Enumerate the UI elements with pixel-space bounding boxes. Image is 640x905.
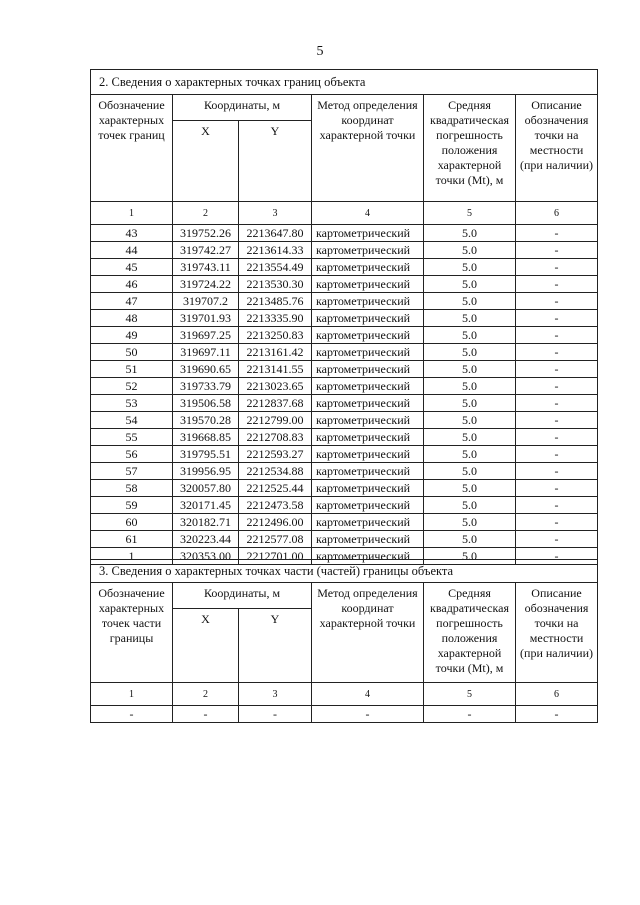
cell-mt: 5.0 xyxy=(424,259,516,276)
table-row xyxy=(91,514,598,531)
cell-x: 320353.00 xyxy=(173,548,239,565)
cell-method: картометрический xyxy=(312,497,424,514)
header-point-designation: Обозначение характерных точек части границы xyxy=(91,583,173,683)
table-row xyxy=(91,412,598,429)
cell-point: 44 xyxy=(91,242,173,259)
cell-y: 2212473.58 xyxy=(239,497,312,514)
cell-mt: 5.0 xyxy=(424,225,516,242)
cell-y: 2212525.44 xyxy=(239,480,312,497)
cell-mt: 5.0 xyxy=(424,327,516,344)
cell-y: 2213161.42 xyxy=(239,344,312,361)
header-point-designation: Обозначение характерных точек границ xyxy=(91,95,173,202)
cell-x: 319707.2 xyxy=(173,293,239,310)
cell-point: - xyxy=(91,706,173,723)
cell-desc: - xyxy=(516,429,598,446)
cell-method: картометрический xyxy=(312,310,424,327)
cell-point: 45 xyxy=(91,259,173,276)
cell-desc: - xyxy=(516,514,598,531)
cell-mt: 5.0 xyxy=(424,531,516,548)
cell-desc: - xyxy=(516,378,598,395)
cell-mt: 5.0 xyxy=(424,463,516,480)
cell-y: 2212837.68 xyxy=(239,395,312,412)
cell-point: 54 xyxy=(91,412,173,429)
cell-method: картометрический xyxy=(312,463,424,480)
part-boundary-points-table xyxy=(90,559,598,723)
table-row xyxy=(91,497,598,514)
cell-method: картометрический xyxy=(312,429,424,446)
cell-x: 319795.51 xyxy=(173,446,239,463)
cell-method: картометрический xyxy=(312,293,424,310)
cell-mt: 5.0 xyxy=(424,293,516,310)
header-description: Описание обозначения точки на местности (при наличии) xyxy=(516,583,598,683)
table-row xyxy=(91,327,598,344)
column-number: 1 xyxy=(91,683,173,706)
cell-mt: 5.0 xyxy=(424,378,516,395)
cell-desc: - xyxy=(516,327,598,344)
cell-point: 47 xyxy=(91,293,173,310)
cell-mt: 5.0 xyxy=(424,514,516,531)
cell-point: 51 xyxy=(91,361,173,378)
cell-y: 2212593.27 xyxy=(239,446,312,463)
cell-y: 2212577.08 xyxy=(239,531,312,548)
cell-method: - xyxy=(312,706,424,723)
cell-desc: - xyxy=(516,412,598,429)
column-number: 4 xyxy=(312,202,424,225)
table-row xyxy=(91,310,598,327)
table-row xyxy=(91,706,598,723)
cell-x: 319743.11 xyxy=(173,259,239,276)
cell-y: 2213530.30 xyxy=(239,276,312,293)
cell-mt: 5.0 xyxy=(424,429,516,446)
header-description: Описание обозначения точки на местности (при наличии) xyxy=(516,95,598,202)
cell-desc: - xyxy=(516,310,598,327)
cell-x: 320171.45 xyxy=(173,497,239,514)
cell-method: картометрический xyxy=(312,327,424,344)
page-number: 5 xyxy=(316,44,324,59)
cell-method: картометрический xyxy=(312,480,424,497)
table-row xyxy=(91,242,598,259)
cell-mt: 5.0 xyxy=(424,548,516,565)
cell-point: 56 xyxy=(91,446,173,463)
cell-point: 53 xyxy=(91,395,173,412)
cell-y: 2212701.00 xyxy=(239,548,312,565)
header-method: Метод определения координат характерной точки xyxy=(312,583,424,683)
cell-method: картометрический xyxy=(312,344,424,361)
cell-point: 43 xyxy=(91,225,173,242)
table-row xyxy=(91,361,598,378)
cell-mt: 5.0 xyxy=(424,361,516,378)
table-row xyxy=(91,446,598,463)
table-row xyxy=(91,276,598,293)
cell-method: картометрический xyxy=(312,242,424,259)
table-row xyxy=(91,293,598,310)
cell-x: 319742.27 xyxy=(173,242,239,259)
cell-y: 2213141.55 xyxy=(239,361,312,378)
cell-x: 319697.11 xyxy=(173,344,239,361)
column-number: 5 xyxy=(424,202,516,225)
cell-mt: 5.0 xyxy=(424,395,516,412)
cell-y: 2213485.76 xyxy=(239,293,312,310)
cell-mt: 5.0 xyxy=(424,480,516,497)
cell-point: 49 xyxy=(91,327,173,344)
cell-x: 319724.22 xyxy=(173,276,239,293)
section-3-title: 3. Сведения о характерных точках части (частей) границы объекта xyxy=(91,560,598,583)
cell-mt: 5.0 xyxy=(424,310,516,327)
cell-desc: - xyxy=(516,361,598,378)
cell-desc: - xyxy=(516,259,598,276)
cell-point: 50 xyxy=(91,344,173,361)
cell-mt: 5.0 xyxy=(424,242,516,259)
cell-y: 2213614.33 xyxy=(239,242,312,259)
table-row xyxy=(91,225,598,242)
cell-x: 319697.25 xyxy=(173,327,239,344)
cell-mt: 5.0 xyxy=(424,412,516,429)
cell-y: 2212496.00 xyxy=(239,514,312,531)
cell-point: 60 xyxy=(91,514,173,531)
cell-x: 319701.93 xyxy=(173,310,239,327)
table-row xyxy=(91,259,598,276)
header-method: Метод определения координат характерной точки xyxy=(312,95,424,202)
cell-method: картометрический xyxy=(312,531,424,548)
cell-desc: - xyxy=(516,395,598,412)
cell-x: 320182.71 xyxy=(173,514,239,531)
cell-mt: 5.0 xyxy=(424,276,516,293)
cell-x: 320057.80 xyxy=(173,480,239,497)
column-number: 4 xyxy=(312,683,424,706)
cell-desc: - xyxy=(516,548,598,565)
cell-y: 2213554.49 xyxy=(239,259,312,276)
cell-method: картометрический xyxy=(312,514,424,531)
cell-desc: - xyxy=(516,480,598,497)
cell-mt: 5.0 xyxy=(424,446,516,463)
cell-point: 59 xyxy=(91,497,173,514)
cell-method: картометрический xyxy=(312,395,424,412)
cell-desc: - xyxy=(516,344,598,361)
cell-y: 2213647.80 xyxy=(239,225,312,242)
cell-y: 2213335.90 xyxy=(239,310,312,327)
cell-desc: - xyxy=(516,706,598,723)
header-coordinates: Координаты, м xyxy=(173,583,312,609)
cell-point: 1 xyxy=(91,548,173,565)
cell-point: 61 xyxy=(91,531,173,548)
table-row xyxy=(91,429,598,446)
cell-point: 58 xyxy=(91,480,173,497)
cell-point: 52 xyxy=(91,378,173,395)
cell-method: картометрический xyxy=(312,361,424,378)
cell-desc: - xyxy=(516,225,598,242)
cell-y: 2212799.00 xyxy=(239,412,312,429)
cell-method: картометрический xyxy=(312,225,424,242)
cell-desc: - xyxy=(516,531,598,548)
table-row xyxy=(91,463,598,480)
column-number: 6 xyxy=(516,683,598,706)
column-number: 6 xyxy=(516,202,598,225)
cell-y: 2213250.83 xyxy=(239,327,312,344)
cell-x: 319570.28 xyxy=(173,412,239,429)
column-number: 2 xyxy=(173,202,239,225)
column-number: 2 xyxy=(173,683,239,706)
cell-x: 319733.79 xyxy=(173,378,239,395)
header-error: Средняя квадратическая погрешность положения характерной точки (Mt), м xyxy=(424,95,516,202)
table-row xyxy=(91,531,598,548)
cell-mt: - xyxy=(424,706,516,723)
cell-desc: - xyxy=(516,463,598,480)
column-number: 3 xyxy=(239,683,312,706)
cell-desc: - xyxy=(516,293,598,310)
column-number: 3 xyxy=(239,202,312,225)
table-row xyxy=(91,480,598,497)
cell-desc: - xyxy=(516,242,598,259)
cell-point: 55 xyxy=(91,429,173,446)
header-y: Y xyxy=(239,609,312,683)
header-x: X xyxy=(173,121,239,202)
cell-x: 319752.26 xyxy=(173,225,239,242)
column-number: 1 xyxy=(91,202,173,225)
table-row xyxy=(91,395,598,412)
table-row xyxy=(91,344,598,361)
cell-mt: 5.0 xyxy=(424,344,516,361)
cell-y: 2213023.65 xyxy=(239,378,312,395)
cell-mt: 5.0 xyxy=(424,497,516,514)
cell-method: картометрический xyxy=(312,412,424,429)
cell-y: 2212534.88 xyxy=(239,463,312,480)
header-y: Y xyxy=(239,121,312,202)
cell-x: 319668.85 xyxy=(173,429,239,446)
cell-method: картометрический xyxy=(312,446,424,463)
cell-method: картометрический xyxy=(312,259,424,276)
cell-method: картометрический xyxy=(312,378,424,395)
cell-point: 46 xyxy=(91,276,173,293)
cell-desc: - xyxy=(516,497,598,514)
table-row xyxy=(91,378,598,395)
header-coordinates: Координаты, м xyxy=(173,95,312,121)
cell-x: 320223.44 xyxy=(173,531,239,548)
header-x: X xyxy=(173,609,239,683)
cell-x: - xyxy=(173,706,239,723)
cell-desc: - xyxy=(516,446,598,463)
column-number: 5 xyxy=(424,683,516,706)
cell-x: 319506.58 xyxy=(173,395,239,412)
cell-point: 48 xyxy=(91,310,173,327)
cell-x: 319690.65 xyxy=(173,361,239,378)
cell-x: 319956.95 xyxy=(173,463,239,480)
section-2-title: 2. Сведения о характерных точках границ объекта xyxy=(91,70,598,95)
cell-method: картометрический xyxy=(312,276,424,293)
cell-method: картометрический xyxy=(312,548,424,565)
header-error: Средняя квадратическая погрешность положения характерной точки (Mt), м xyxy=(424,583,516,683)
cell-point: 57 xyxy=(91,463,173,480)
cell-y: - xyxy=(239,706,312,723)
boundary-points-table xyxy=(90,69,598,565)
cell-desc: - xyxy=(516,276,598,293)
cell-y: 2212708.83 xyxy=(239,429,312,446)
